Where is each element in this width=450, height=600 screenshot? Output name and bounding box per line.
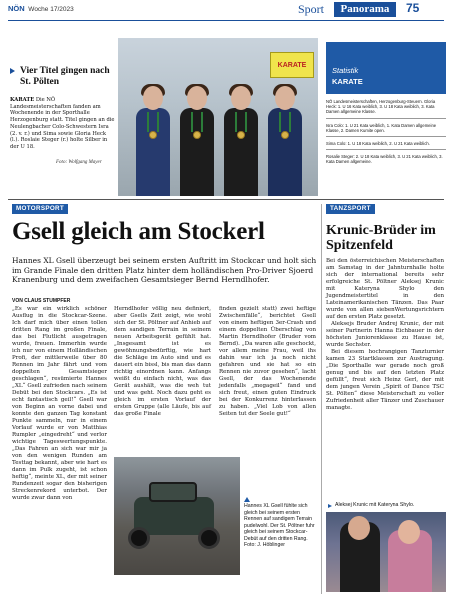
athlete-figure [224,86,258,196]
main-lead: Hannes XL Gsell überzeugt bei seinem ersten Auftritt im Stockcar und holt sich im Grande Finale den dritten Platz hinter dem holländischen Pro-Driver Sjoerd Kranenburg und dem zweifachen Gesamtsieger Bernd Herndlhofer. [12,256,317,284]
dancers-photo [326,512,446,592]
karate-banner: KARATE [270,52,314,78]
wheel-icon [198,527,220,549]
athlete-figure [136,86,170,196]
result-entry: Rosalie Steger: 2. U 18 Kata weiblich, 3. U 21 Kata weiblich, 3. Kata Damen allgemeine. [326,154,443,165]
right-story-body [326,258,444,412]
paragraph: Aleksejs Bruder Andrej Krunic, der mit seiner Partnerin Hanna Eichbauer in der höchsten Juniorenklasse zu Hause ist, wurde Sechster. [326,321,444,348]
photo-credit: Foto: Wolfgang Mayer [56,160,102,165]
paragraph: Bei diesem hochrangigen Tanzturnier kamen 23 Startklassen zur Austragung. „Die Sporthalle war gerade noch groß genug und bis auf den letzten Platz gefüllt“, freut sich Heinz Gerl, der mit dem jungen Verein „Spirit of Dance TSC St. Pölten“ diese Meisterschaft zu voller Zufriedenheit aller Tänzer und Zuschauer managte. [326,349,444,411]
right-headline: Krunic-Brüder im Spitzenfeld [326,223,436,253]
athlete-figure [180,86,214,196]
dancer-head [398,520,420,544]
paragraph: Bei den österreichischen Meisterschaften am Samstag in der Jahnturnhalle holte sich der international bereits sehr erfolgreiche St. Pöltner Aleksej Krunic mit Kateryna Shylo den Jugendmeistertitel in den Lateinamerikanischen Tänzen. Das Paar wurde von allen siebenWertungsrichtern auf den ersten Platz gesetzt. [326,258,444,320]
dancer-head [348,516,370,540]
article-column: Herndlhofer völlig neu definiert, aber Gsells Zeit zeigt, wie wohl sich der St. Pöltner auf Anhieb auf dem sandigen Terrain in seinem neuen Arbeitsgerät gefühlt hat. „Insgesamt ist es gewöhnungsbedürftig, wie hart die Schläge im Auto sind und es dauert ein bissl, bis man das dann richtig einordnen kann. Anfangs weißt du einfach nicht, was das Gerät aushält, was die weh tut und was geht. Noch dazu geht es gleich im ersten Vorlauf der ersten Gruppe (alle Läufe, bis auf das große Finale [114,306,211,417]
main-headline: Gsell gleich am Stockerl [12,218,265,245]
column-divider [321,204,322,594]
byline: VON CLAUS STUMPFER [12,298,71,304]
caption-arrow-icon [328,504,332,508]
section-tag-motorsport: MOTORSPORT [12,204,68,214]
masthead [8,4,74,13]
wheel-icon [128,527,150,549]
photo-caption: Aleksej Krunic mit Kateryna Shylo. [335,502,415,508]
issue-week: Woche 17/2023 [28,6,74,13]
article-column: finden gezielt statt) zwei heftige Zwischenfälle“, berichtet Gsell von einem heftigen 3er-Crash und einem doppelten Überschlag von Martin Herndlhofer (Bruder vom Bernd). „Da waren alle geschockt, vor allem meine Frau, weil ihs dahin war ich ja noch nicht gefahren und sie hat so ein Rennen nie zuvor gesehen“, lacht Gsell, der das Wochenende jedenfalls „megageil“ fand und sich freut, einen guten Eindruck bei der Konkurrenz hinterlassen zu haben. „Viel Lob von allen Seiten tut der Seele gut!“ [219,306,316,417]
top-headline [20,66,116,88]
section-tag-tanzsport: TANZSPORT [326,204,375,214]
top-story-body [10,97,116,151]
section-label: Sport [298,2,325,16]
top-kicker: KARATE [10,97,35,103]
statistik-label: Statistik [332,66,359,75]
header-rule [8,20,444,21]
caption-arrow-icon [244,497,250,502]
headline-arrow-icon [10,68,15,74]
top-headline-text: Vier Titel gingen nach St. Pölten [20,66,110,87]
stockcar-photo [114,457,240,575]
page-number: 75 [406,1,420,15]
top-body-text: Die NÖ Landesmeisterschaften fanden am Wochenende in der Sporthalle Herzogenburg statt. Titel gingen an die Neulengbacher Colo-Schwestern Isra (2. v. r.) und Sima sowie Gloria Heck (l.). Roslaie Steger (r.) holte Silber in der U 18. [10,97,115,150]
section-tab: Panorama [334,2,396,17]
result-entry: Sima Colo: 1. U 18 Kata weiblich, 2. U 21 Kata weiblich. [326,141,446,150]
article-column: „Es war ein wirklich schöner Ausflug in die Stockcar-Szene. Ich darf mich über einen tollen dritten Rang im großen Finale, das bei Flutlicht ausgetragen wurde, freuen. Immerhin wurde ich nur von einem Holländischen Profi, der mittlerweile über 80 Rennen im Jahr fährt und vom doppelten Gesamtsieger geschlagen“, resümierte Hannes „XL“ Gsell zufrieden nach seinem Debüt bei den Stockcars. „Es ist echt fantastisch geil!“ Gsell war von Beginn an vorne dabei und konnte den ganzen Tag konstant Punkte sammeln, nur in einem Vorlauf wurde er von Matthias Rumpler „eingedreht“ und verlor wichtige Tageswertungspunkte. „Das Fahren an sich war mir ja von den wenigen Runden am Testtag bekannt, aber wie hart es dann im Pulk zugeht, ist schon heftig“, meinte XL, der mit seiner Rundenzeit sogar den bisherigen Streckenrekord unterbot. Der wurde zwar dann von [12,306,107,501]
statistik-results [326,99,446,172]
photo-caption: Hannes XL Gsell fühlte sich gleich bei seinem ersten Rennen auf sandigem Terrain pudelwohl. Der St. Pöltner fuhr gleich bei seinem Stockcar-Debüt auf den dritten Rang. Foto: J. Höblinger [244,503,315,548]
roll-cage [149,482,197,502]
karate-team-photo [118,38,318,196]
result-entry: NÖ Landesmeisterschaften, Herzogenburg-Steuern. Gloria Heck: 1. U 16 Kata weiblich, 3. U 18 Kata weiblich, 3. Kata Damen allgemeine Klasse. [326,99,446,119]
statistik-title: KARATE [332,77,363,86]
result-entry: Isra Colo: 1. U 21 Kata weiblich, 1. Kata Damen allgemeine Klasse, 2. Damen Kumite open. [326,123,446,137]
section-divider [8,199,444,200]
athlete-figure [268,86,302,196]
paper-name: NÖN [8,4,25,13]
